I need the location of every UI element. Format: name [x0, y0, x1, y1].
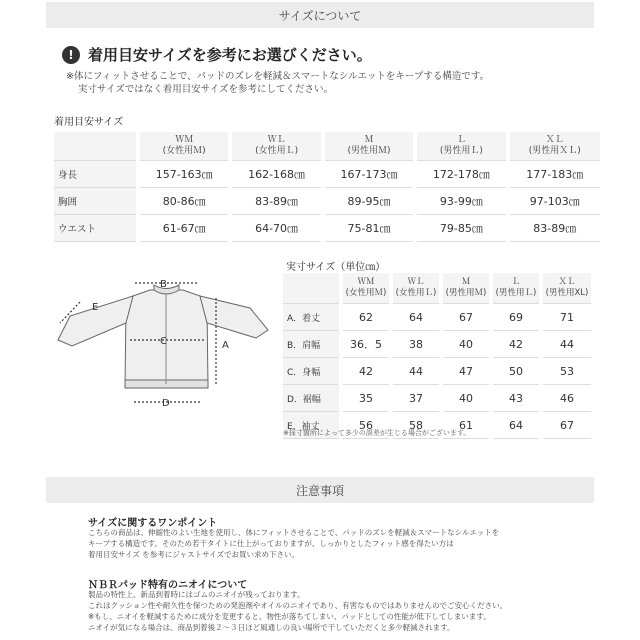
- measurement-note: ※採寸箇所によって多少の誤差が生じる場合がございます。: [283, 429, 471, 437]
- table-cell: 61-67㎝: [138, 215, 230, 242]
- table-cell: 36．5: [341, 331, 391, 358]
- exclamation-icon: !: [62, 46, 80, 64]
- caution-heading: ＮＢＲパッド特有のニオイについて: [88, 580, 248, 591]
- caution-line: ニオイが気になる場合は、商品到着後２～３日ほど風通しの良い場所で干していただくと多少軽減されます。: [88, 623, 455, 632]
- table-cell: 44: [391, 358, 441, 385]
- table-cell: 67: [441, 304, 491, 331]
- table-cell: 47: [441, 358, 491, 385]
- size-guide-title: 着用目安サイズ: [54, 117, 124, 128]
- table-cell: 79-85㎝: [415, 215, 507, 242]
- table-cell: 64: [491, 412, 541, 439]
- row-label: 身長: [54, 161, 138, 188]
- actual-size-title: 実寸サイズ（単位㎝）: [286, 262, 386, 273]
- row-label: ウエスト: [54, 215, 138, 242]
- notice-note-1: ※体にフィットさせることで、パッドのズレを軽減＆スマートなシルエットをキープする構造です。: [66, 71, 490, 82]
- section-header-size: [46, 2, 594, 28]
- table-cell: 61: [441, 412, 491, 439]
- caution-line: こちらの商品は、伸縮性のよい生地を使用し、体にフィットさせることで、パッドのズレを軽減＆スマートなシルエットを: [88, 528, 500, 537]
- table-cell: 40: [441, 385, 491, 412]
- notice-note-2: 実寸サイズではなく着用目安サイズを参考にしてください。: [78, 84, 333, 95]
- column-header: ＷＬ (女性用Ｌ): [391, 273, 441, 304]
- garment-diagram: [50, 268, 275, 418]
- column-header: ＸＬ (男性用ＸＬ): [508, 132, 600, 161]
- column-header: ＷＬ (女性用Ｌ): [230, 132, 322, 161]
- column-header: Ｍ (男性用Ｍ): [441, 273, 491, 304]
- table-cell: 35: [341, 385, 391, 412]
- table-header-row: [283, 273, 591, 304]
- column-header: ＷＭ (女性用Ｍ): [341, 273, 391, 304]
- table-cell: 67: [541, 412, 591, 439]
- table-cell: 58: [391, 412, 441, 439]
- column-header: Ｍ (男性用Ｍ): [323, 132, 415, 161]
- table-cell: 172-178㎝: [415, 161, 507, 188]
- table-cell: 44: [541, 331, 591, 358]
- diagram-label-d: D: [162, 398, 170, 409]
- caution-line: ※もし、ニオイを軽減するために成分を変更すると、物性が落ちてしまい、パッドとしての性能が低下してしまいます。: [88, 612, 491, 621]
- column-header: ＸＬ (男性用XL): [541, 273, 591, 304]
- table-row: [283, 304, 591, 331]
- notice-text: 着用目安サイズを参考にお選びください。: [88, 46, 372, 64]
- table-cell: 75-81㎝: [323, 215, 415, 242]
- caution-heading: サイズに関するワンポイント: [88, 518, 218, 529]
- section-title: サイズについて: [278, 8, 362, 23]
- row-label: 胸囲: [54, 188, 138, 215]
- table-cell: 71: [541, 304, 591, 331]
- table-row: [54, 215, 600, 242]
- table-row: [283, 358, 591, 385]
- row-label: A．着丈: [283, 304, 341, 331]
- diagram-label-e: E: [92, 302, 99, 313]
- caution-line: キープする構造です。そのため若干タイトに仕上がっておりますが、しっかりとしたフィット感を得たい方は: [88, 539, 454, 548]
- actual-size-table: [283, 273, 591, 439]
- table-row: [54, 161, 600, 188]
- section-title: 注意事項: [295, 483, 344, 498]
- table-cell: 80-86㎝: [138, 188, 230, 215]
- section-header-cautions: [46, 477, 594, 503]
- table-corner: [283, 273, 341, 304]
- diagram-label-c: C: [160, 336, 167, 347]
- table-cell: 42: [491, 331, 541, 358]
- row-label: D．裾幅: [283, 385, 341, 412]
- caution-line: 製品の特性上、新品到着時にはゴムのニオイが残っております。: [88, 590, 305, 599]
- table-cell: 40: [441, 331, 491, 358]
- table-row: [54, 188, 600, 215]
- table-cell: 97-103㎝: [508, 188, 600, 215]
- table-cell: 83-89㎝: [508, 215, 600, 242]
- table-cell: 53: [541, 358, 591, 385]
- table-corner: [54, 132, 138, 161]
- table-cell: 89-95㎝: [323, 188, 415, 215]
- row-label: C．身幅: [283, 358, 341, 385]
- table-cell: 69: [491, 304, 541, 331]
- table-cell: 42: [341, 358, 391, 385]
- row-label: E．袖丈: [283, 412, 341, 439]
- diagram-label-b: B: [160, 279, 167, 290]
- table-cell: 62: [341, 304, 391, 331]
- table-cell: 46: [541, 385, 591, 412]
- table-cell: 93-99㎝: [415, 188, 507, 215]
- table-cell: 43: [491, 385, 541, 412]
- column-header: Ｌ (男性用Ｌ): [415, 132, 507, 161]
- caution-line: これはクッション性や耐久性を保つための発泡剤やオイルのニオイであり、有害なものではありませんのでご安心ください。: [88, 601, 508, 610]
- table-cell: 37: [391, 385, 441, 412]
- row-label: B．肩幅: [283, 331, 341, 358]
- table-cell: 64: [391, 304, 441, 331]
- table-row: [283, 331, 591, 358]
- notice: [62, 44, 372, 65]
- column-header: ＷＭ (女性用Ｍ): [138, 132, 230, 161]
- caution-line: 着用目安サイズ を参考にジャストサイズでお買い求め下さい。: [88, 550, 300, 559]
- table-cell: 167-173㎝: [323, 161, 415, 188]
- table-cell: 177-183㎝: [508, 161, 600, 188]
- column-header: Ｌ (男性用Ｌ): [491, 273, 541, 304]
- table-cell: 38: [391, 331, 441, 358]
- table-cell: 50: [491, 358, 541, 385]
- table-header-row: [54, 132, 600, 161]
- size-guide-table: [54, 132, 600, 242]
- table-cell: 162-168㎝: [230, 161, 322, 188]
- table-cell: 64-70㎝: [230, 215, 322, 242]
- table-cell: 157-163㎝: [138, 161, 230, 188]
- table-cell: 56: [341, 412, 391, 439]
- table-cell: 83-89㎝: [230, 188, 322, 215]
- table-row: [283, 385, 591, 412]
- diagram-label-a: A: [222, 340, 229, 351]
